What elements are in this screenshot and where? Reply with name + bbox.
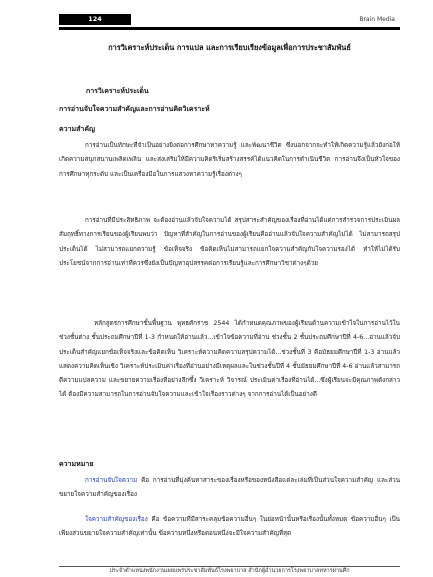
section-title: การวิเคราะห์ประเด็น (86, 87, 149, 95)
heading-importance: ความสำคัญ (59, 125, 96, 133)
paragraph-5 (59, 513, 400, 542)
paragraph-2 (59, 214, 400, 271)
paragraph-1 (59, 139, 400, 182)
term-reading-comprehension: การอ่านจับใจความ (85, 477, 138, 484)
brand-name: Brain Media (359, 16, 395, 23)
paragraph-2-text: การอ่านที่มีประสิทธิภาพ จะต้องอ่านแล้วจับใจความได้ สรุปสาระสำคัญของเรื่องที่อ่านได้แต่การสำรวจการประเมินผลสัมฤทธิ์ทางการเรียนของผู้เรียนพบว่า ปัญหาที่สำคัญในการอ่านของผู้เรียนคืออ่านแล้วจับใจความสำคัญไม่ได้ ไม่สามารถสรุปประเด็นได้ ไม่สามารถแยกความรู้ ข้อเท็จจริง ข้อคิดเห็นไม่สามารถแยกใจความสำคัญกับใจความรองได้ ทำให้ไม่ได้รับประโยชน์จากการอ่านเท่าที่ควรซึ่งยังเป็นปัญหาอุปสรรคต่อการเรียนรู้และการศึกษาวิชาต่างๆด้วย (59, 217, 400, 267)
term-main-idea: ใจความสำคัญของเรื่อง (85, 516, 148, 523)
paragraph-4-text: คือ การอ่านที่มุ่งค้นหาสาระของเรื่องหรือของหนังสือแต่ละเล่มที่เป็นส่วนใจความสำคัญ และส่วนขยายใจความสำคัญของเรื่อง (59, 477, 400, 499)
paragraph-5-text: คือ ข้อความที่มีสาระคลุมข้อความอื่นๆ ในย่อหน้านั้นหรือเรื่องนั้นทั้งหมด ข้อความอื่นๆ เป็นเพียงส่วนขยายใจความสำคัญเท่านั้น ข้อความหนึ่งหรือตอนหนึ่งจะมีใจความสำคัญที่สุด (59, 516, 400, 538)
header-divider (59, 27, 400, 30)
page-footer: ประจำตำแหน่งพนักงานเผยแพร่ประชาสัมพันธ์โรงพยาบาล สำนักผู้อำนวยการโรงพยาบาลทหารผ่านศึก (109, 568, 350, 574)
heading-meaning: ความหมาย (59, 460, 94, 468)
subsection-title: การอ่านจับใจความสำคัญและการอ่านคิดวิเคราะห์ (59, 105, 210, 113)
page-number: 124 (88, 15, 102, 23)
paragraph-1-text: การอ่านเป็นทักษะที่จำเป็นอย่างยิ่งต่อการศึกษาหาความรู้ และพัฒนาชีวิต ซึ่งนอกจากจะทำให้เกิดความรู้แล้วยังก่อให้เกิดความสนุกสนานเพลิดเพลิน และส่งเสริมให้มีความคิดริเริ่มสร้างสรรค์ได้แนวคิดในการดำเนินชีวิต การอ่านจึงเป็นหัวใจของการศึกษาทุกระดับ และเป็นเครื่องมือในการแสวงหาความรู้เรื่องต่างๆ (59, 142, 400, 178)
paragraph-4 (59, 474, 400, 503)
paragraph-3-text: หลักสูตรการศึกษาขั้นพื้นฐาน พุทธศักราช 2544 ได้กำหนดคุณภาพของผู้เรียนด้านความเข้าใจในการอ่านไว้ในช่วงชั้นต่าง ชั้นประถมศึกษาปีที่ 1-3 กำหนดให้อ่านแล้ว...เข้าใจข้อความที่อ่าน ช่วงชั้น 2 ชั้นประถมศึกษาปีที่ 4-6...อ่านแล้วจับประเด็นสำคัญแยกข้อเท็จจริงและข้อคิดเห็น วิเคราะห์ความคิดความสรุปความได้...ช่วงชั้นที่ 3 คือมัธยมศึกษาปีที่ 1-3 อ่านแล้วแสดงความคิดเห็นเชิง วิเคราะห์ประเมินค่าเรื่องที่อ่านอย่างมีเหตุผลและในช่วงชั้นปีที่ 4 ชั้นมัธยมศึกษาปีที่ 4-6 อ่านแล้วสามารถตีความแปลความ และขยายความเรื่องที่อย่างลึกซึ้ง วิเคราะห์ วิจารณ์ ประเมินค่าเรื่องที่อ่านได้...ซึ่งผู้เรียนจะมีคุณภาพดังกล่าวได้ ต้องมีความสามารถในการอ่านจับใจความและเข้าใจเรื่องราวต่างๆ จากการอ่านได้เป็นอย่างดี (59, 320, 400, 399)
paragraph-3 (59, 317, 400, 403)
page-title: การวิเคราะห์ประเด็น การแปล และการเรียบเรียงข้อมูลเพื่อการประชาสัมพันธ์ (108, 43, 351, 52)
page-header (59, 14, 400, 25)
